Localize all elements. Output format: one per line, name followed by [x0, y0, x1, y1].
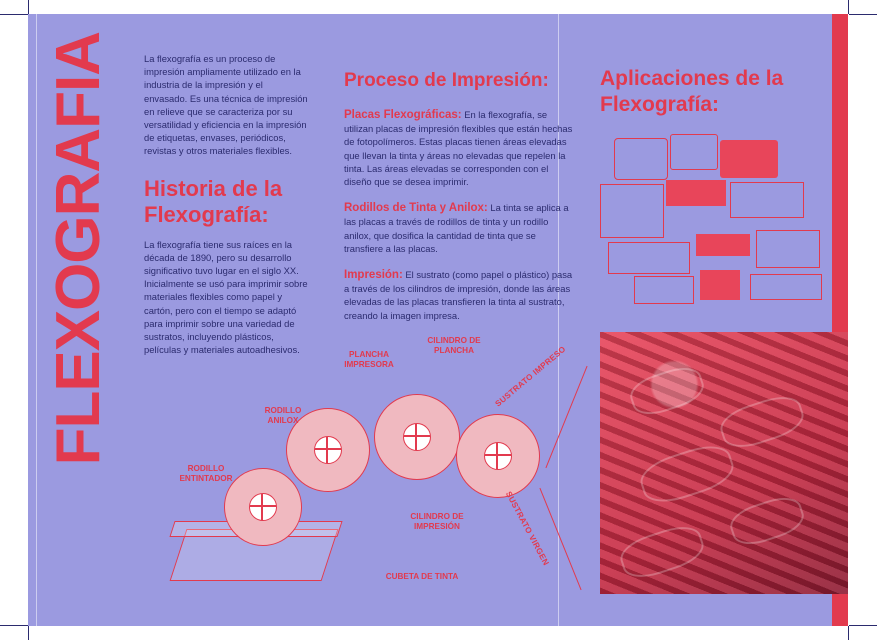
intro-paragraph: La flexografía es un proceso de impresión ampliamente utilizado en la industria de la impresión y el envasado. Es una técnica de impresión en relieve que se caracteriza por su versatilidad y eficiencia en la impresión de etiquetas, envases, periódicos, revistas y otros materiales flexibles. — [144, 53, 308, 157]
process-item-title: Impresión: — [344, 269, 403, 282]
roller-hub — [249, 493, 277, 521]
process-item-text: El sustrato (como papel o plástico) pasa a través de los cilindros de impresión, donde las áreas elevadas de las placas transfieren la tinta al sustrato, creando la imagen impresa. — [344, 269, 573, 321]
roller-hub — [403, 423, 431, 451]
poster-canvas — [28, 14, 848, 626]
process-heading: Proceso de Impresión: — [344, 70, 549, 91]
crop-mark — [0, 14, 28, 15]
label-sustrato-impreso: SUSTRATO IMPRESO — [493, 344, 568, 409]
process-item-text: La tinta se aplica a las placas a través de rodillos de tinta y un rodillo anilox, que dosifica la cantidad de tinta que se transfiere a las placas. — [344, 202, 569, 254]
collage-shape — [750, 274, 822, 300]
collage-shape — [696, 234, 750, 256]
flexo-process-diagram — [168, 336, 588, 609]
label-sustrato-virgen: SUSTRATO VIRGEN — [503, 489, 551, 568]
page-title: FLEXOGRAFIA — [44, 32, 113, 466]
history-heading: Historia de la Flexografía: — [144, 175, 283, 227]
process-item-title: Placas Flexográficas: — [344, 109, 462, 121]
packaging-collage-image — [600, 134, 848, 314]
label-plancha-impresora: PLANCHA IMPRESORA — [344, 350, 394, 369]
substrate-line — [545, 366, 587, 468]
label-rodillo-anilox: RODILLO ANILOX — [264, 406, 302, 425]
roller-hub — [314, 436, 342, 464]
label-cubeta-tinta: CUBETA DE TINTA — [385, 572, 459, 581]
collage-shape — [614, 138, 668, 180]
crop-mark — [848, 0, 849, 14]
collage-shape — [600, 184, 664, 238]
photo-detail — [616, 520, 708, 584]
history-paragraph: La flexografía tiene sus raíces en la década de 1890, pero su desarrollo significativo tuvo lugar en el siglo XX. Inicialmente se usó para imprimir sobre materiales flexibles como papel y cartón, pero con el tiempo se adaptó para imprimir sobre una variedad de sustratos, incluyendo plásticos, películas y materiales autoadhesivos. — [144, 238, 308, 356]
collage-shape — [608, 242, 690, 274]
collage-shape — [666, 180, 726, 206]
collage-shape — [634, 276, 694, 304]
label-cilindro-impresion: CILINDRO DE IMPRESIÓN — [410, 512, 464, 531]
guide-line — [36, 14, 37, 626]
crop-mark — [849, 625, 877, 626]
label-cilindro-plancha: CILINDRO DE PLANCHA — [427, 336, 481, 355]
photo-detail — [626, 361, 708, 420]
process-item-title: Rodillos de Tinta y Anilox: — [344, 202, 488, 215]
collage-shape — [700, 270, 740, 300]
flexo-plate-photo — [600, 332, 848, 594]
photo-detail — [716, 390, 808, 454]
crop-mark — [849, 14, 877, 15]
crop-mark — [28, 626, 29, 640]
roller-hub — [484, 442, 512, 470]
collage-shape — [720, 140, 778, 178]
collage-shape — [670, 134, 718, 170]
process-item-text: En la flexografía, se utilizan placas de impresión flexibles que están hechas de fotopolímeros. Estas placas tienen áreas elevadas que llevan la tinta y áreas no elevadas que repelen la tinta. Las áreas elevadas se corresponden con el diseño que se desea imprimir. — [344, 109, 573, 188]
crop-mark — [848, 626, 849, 640]
crop-mark — [28, 0, 29, 14]
label-rodillo-entintador: RODILLO ENTINTADOR — [179, 464, 233, 483]
process-item — [344, 108, 574, 188]
process-item — [344, 268, 574, 322]
column-process — [344, 70, 574, 335]
column-history — [144, 52, 308, 356]
photo-detail — [726, 491, 808, 550]
substrate-line — [539, 488, 581, 590]
photo-detail — [636, 439, 739, 510]
crop-mark — [0, 625, 28, 626]
process-item — [344, 201, 574, 255]
collage-shape — [756, 230, 820, 268]
applications-heading: Aplicaciones de la Flexografía: — [600, 67, 784, 116]
collage-shape — [730, 182, 804, 218]
column-applications — [600, 66, 850, 118]
